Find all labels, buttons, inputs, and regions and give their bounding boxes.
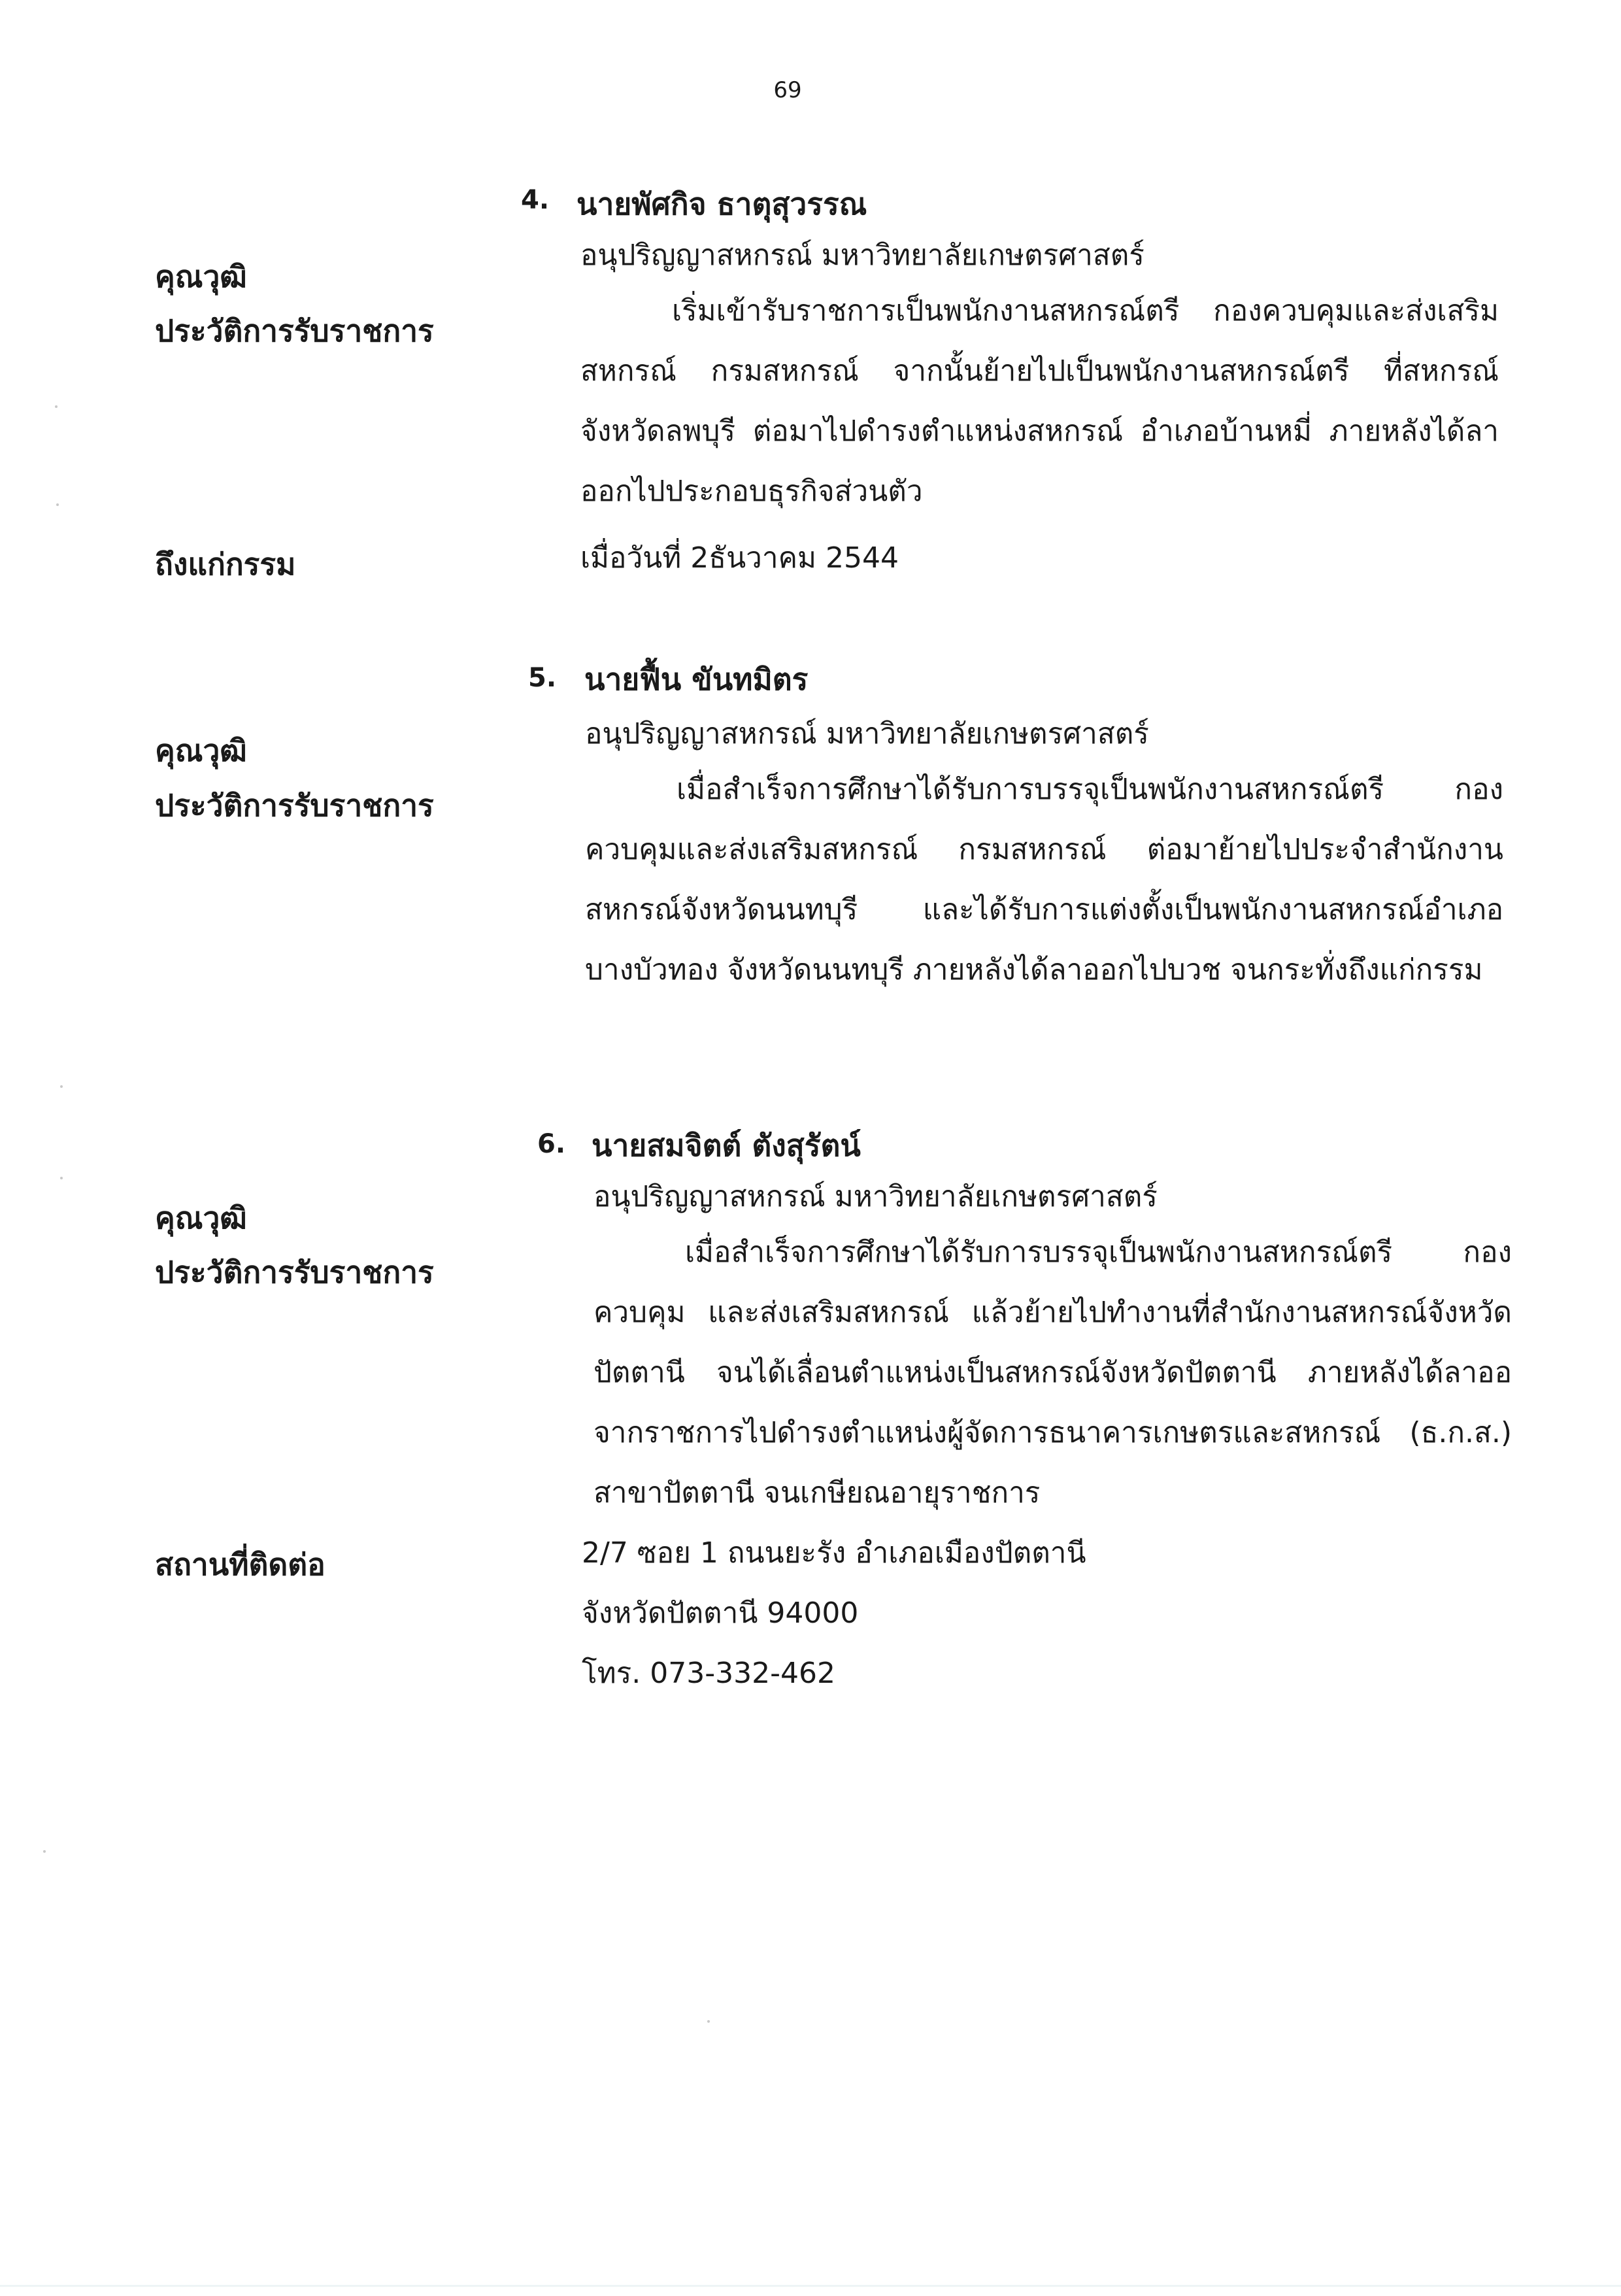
contact-line: 2/7 ซอย 1 ถนนยะรัง อำเภอเมืองปัตตานี (582, 1536, 1086, 1570)
entry-number: 5. (528, 663, 557, 693)
page-number: 69 (773, 77, 802, 103)
entry-name: นายสมจิตต์ ตังสุรัตน์ (592, 1128, 861, 1163)
contact-label: สถานที่ติดต่อ (155, 1547, 326, 1582)
history-label: ประวัติการรับราชการ (155, 313, 434, 348)
qualification-value: อนุปริญญาสหกรณ์ มหาวิทยาลัยเกษตรศาสตร์ (580, 239, 1145, 272)
history-text: เริ่มเข้ารับราชการเป็นพนักงานสหกรณ์ตรี กองควบคุมและส่งเสริมสหกรณ์ กรมสหกรณ์ จากนั้นย้ายไปเป็นพนักงานสหกรณ์ตรี ที่สหกรณ์จังหวัดลพบุรี ต่อมาไปดำรงตำแหน่งสหกรณ์ อำเภอบ้านหมี่ ภายหลังได้ลาออกไปประกอบธุรกิจส่วนตัว (580, 294, 1499, 508)
qualification-label: คุณวุฒิ (155, 259, 247, 294)
entry-number: 4. (521, 185, 550, 215)
history-label: ประวัติการรับราชการ (155, 788, 434, 823)
history-text: เมื่อสำเร็จการศึกษาได้รับการบรรจุเป็นพนักงานสหกรณ์ตรี กองควบคุม และส่งเสริมสหกรณ์ แล้วย้ายไปทำงานที่สำนักงานสหกรณ์จังหวัดปัตตานี จนได้เลื่อนตำแหน่งเป็นสหกรณ์จังหวัดปัตตานี ภายหลังได้ลาออจากราชการไปดำรงตำแหน่งผู้จัดการธนาคารเกษตรและสหกรณ์ (ธ.ก.ส.) สาขาปัตตานี จนเกษียณอายุราชการ (593, 1236, 1512, 1510)
death-label: ถึงแก่กรรม (155, 547, 296, 582)
death-date: เมื่อวันที่ 2ธันวาคม 2544 (580, 541, 899, 575)
entry-name: นายฟื้น ขันทมิตร (584, 662, 809, 697)
qualification-label: คุณวุฒิ (155, 1200, 247, 1236)
history-text: เมื่อสำเร็จการศึกษาได้รับการบรรจุเป็นพนักงานสหกรณ์ตรี กองควบคุมและส่งเสริมสหกรณ์ กรมสหกรณ์ ต่อมาย้ายไปประจำสำนักงานสหกรณ์จังหวัดนนทบุรี และได้รับการแต่งตั้งเป็นพนักงานสหกรณ์อำเภอบางบัวทอง จังหวัดนนทบุรี ภายหลังได้ลาออกไปบวช จนกระทั่งถึงแก่กรรม (585, 773, 1503, 987)
contact-line: โทร. 073-332-462 (582, 1657, 835, 1690)
contact-line: จังหวัดปัตตานี 94000 (582, 1596, 859, 1630)
qualification-label: คุณวุฒิ (155, 733, 247, 768)
entry-number: 6. (537, 1129, 566, 1159)
entry-name: นายพัศกิจ ธาตุสุวรรณ (577, 186, 867, 222)
qualification-value: อนุปริญญาสหกรณ์ มหาวิทยาลัยเกษตรศาสตร์ (593, 1180, 1158, 1213)
qualification-value: อนุปริญญาสหกรณ์ มหาวิทยาลัยเกษตรศาสตร์ (585, 717, 1149, 751)
history-label: ประวัติการรับราชการ (155, 1255, 434, 1290)
scan-edge (0, 2285, 1621, 2287)
